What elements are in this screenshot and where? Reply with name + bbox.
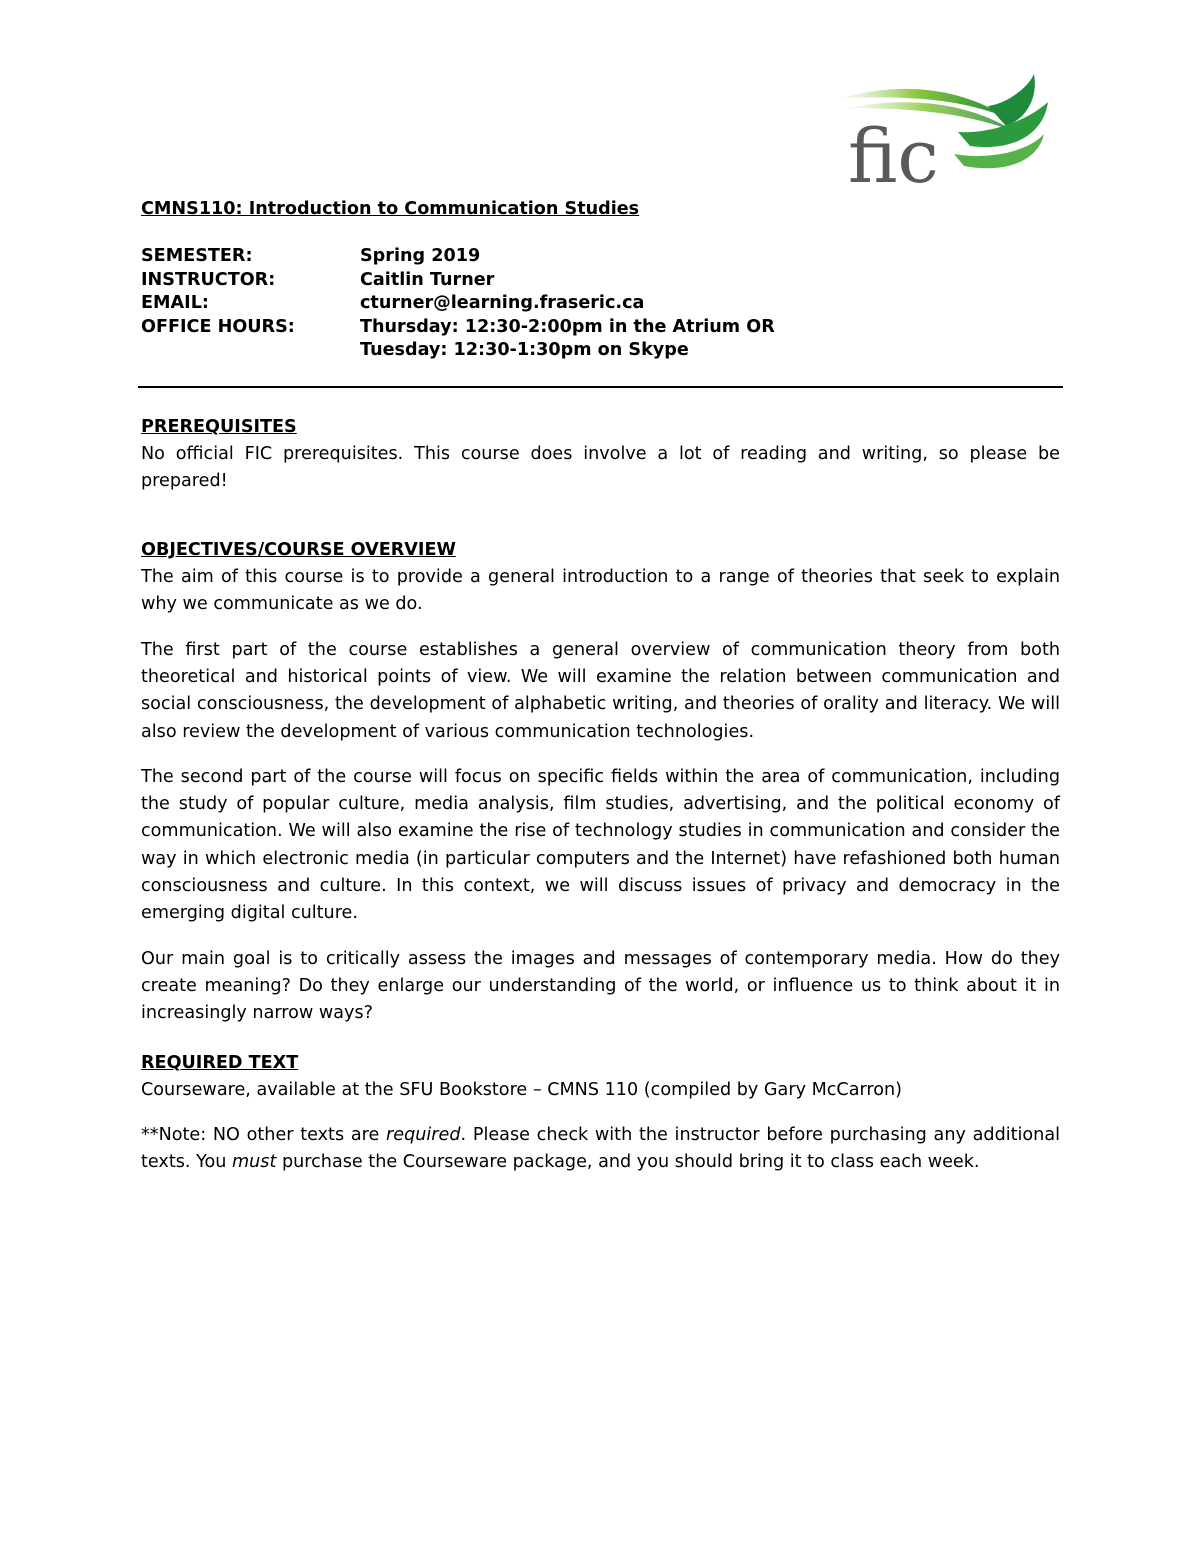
office-hours-label: OFFICE HOURS:	[141, 316, 295, 337]
objectives-paragraph: The second part of the course will focus on specific fields within the area of communication, including the study of popular culture, media analysis, film studies, advertising, and the political economy of communication. We will also examine the rise of technology studies in communication and consider the way in which electronic media (in particular computers and the Internet) have refashioned both human consciousness and culture. In this context, we will discuss issues of privacy and democracy in the emerging digital culture.	[141, 766, 1060, 924]
office-hours-row-2	[141, 339, 1060, 363]
required-text-heading: REQUIRED TEXT	[141, 1052, 299, 1073]
fic-logo	[838, 74, 1052, 188]
note-text: purchase the Courseware package, and you should bring it to class each week.	[276, 1152, 980, 1173]
course-info	[141, 245, 1060, 363]
note-emphasis: must	[232, 1152, 277, 1173]
course-title: CMNS110: Introduction to Communication Studies	[141, 199, 640, 219]
semester-label: SEMESTER:	[141, 246, 253, 266]
semester-value: Spring 2019	[360, 246, 481, 266]
instructor-value: Caitlin Turner	[360, 269, 495, 290]
office-hours-row	[141, 316, 1060, 340]
required-text-note	[141, 1122, 1060, 1177]
note-emphasis: required	[386, 1124, 461, 1145]
prerequisites-section	[141, 414, 1060, 496]
prerequisites-text: No official FIC prerequisites. This course does involve a lot of reading and writing, so please be prepared!	[141, 443, 1060, 491]
objectives-section	[141, 537, 1060, 1027]
objectives-paragraph: The aim of this course is to provide a general introduction to a range of theories that seek to explain why we communicate as we do.	[141, 567, 1060, 615]
office-hours-line-2: Tuesday: 12:30-1:30pm on Skype	[360, 340, 689, 360]
note-text: **Note: NO other texts are	[141, 1124, 387, 1145]
logo-text: fic	[848, 114, 939, 188]
email-row	[141, 292, 1060, 316]
note-text: . Please check with the instructor before purchasing any additional texts. You	[141, 1124, 1060, 1173]
instructor-row	[141, 269, 1060, 293]
horizontal-rule	[138, 386, 1063, 388]
objectives-paragraph: The first part of the course establishes a general overview of communication theory from both theoretical and historical points of view. We will examine the relation between communication and social consciousness, the development of alphabetic writing, and theories of orality and literacy. We will also review the development of various communication technologies.	[141, 639, 1060, 742]
prerequisites-heading: PREREQUISITES	[141, 416, 297, 437]
required-text-section	[141, 1050, 1060, 1177]
syllabus-document	[141, 196, 1060, 1216]
office-hours-line-1: Thursday: 12:30-2:00pm in the Atrium OR	[360, 316, 775, 337]
semester-row	[141, 245, 1060, 269]
objectives-heading: OBJECTIVES/COURSE OVERVIEW	[141, 540, 456, 561]
instructor-label: INSTRUCTOR:	[141, 269, 276, 290]
email-value: cturner@learning.fraseric.ca	[360, 293, 645, 313]
courseware-text: Courseware, available at the SFU Bookstore – CMNS 110 (compiled by Gary McCarron)	[141, 1079, 903, 1100]
objectives-paragraph: Our main goal is to critically assess the images and messages of contemporary media. How do they create meaning? Do they enlarge our understanding of the world, or influence us to think about it in increasingly narrow ways?	[141, 948, 1060, 1024]
email-label: EMAIL:	[141, 293, 209, 313]
